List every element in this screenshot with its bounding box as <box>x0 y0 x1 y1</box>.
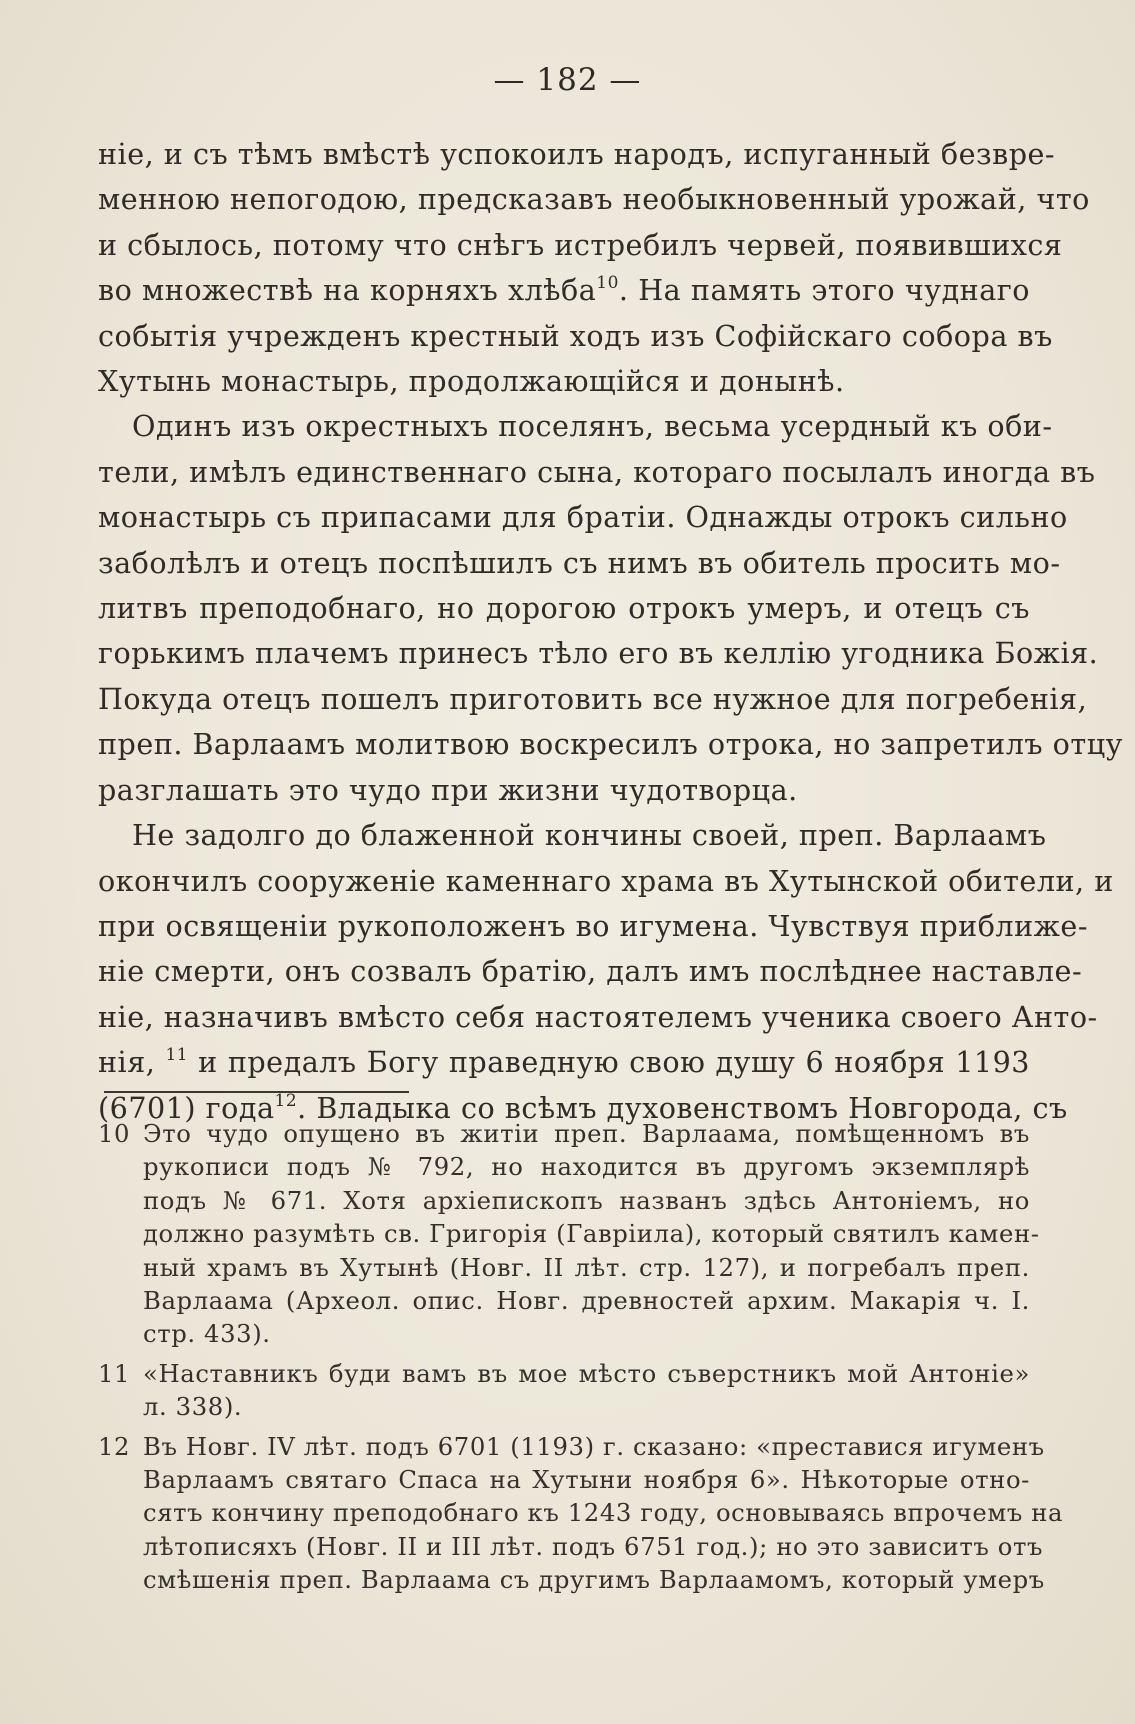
text-line: ніе, назначивъ вмѣсто себя настоятелемъ ученика своего Анто- <box>98 999 1098 1034</box>
footnote-line: «Наставникъ буди вамъ въ мое мѣсто съверстникъ мой Антоніе» <box>143 1358 1030 1388</box>
text-line: менною непогодою, предсказавъ необыкновенный урожай, что <box>98 182 1090 217</box>
footnote-number: 10 <box>98 1119 131 1148</box>
footnotes <box>98 1117 1064 1603</box>
text-line <box>98 1040 1030 1085</box>
text-line: литвъ преподобнаго, но дорогою отрокъ умеръ, и отецъ съ <box>98 591 1030 626</box>
footnote-body <box>143 1117 1040 1351</box>
footnote-line: Въ Новг. IV лѣт. подъ 6701 (1193) г. сказано: «преставися игуменъ <box>143 1431 1045 1461</box>
footnote-11 <box>98 1357 1030 1424</box>
footnote-number: 11 <box>98 1358 131 1388</box>
footnote-line: Варлаама (Археол. опис. Новг. древностей архим. Макарія ч. I. <box>143 1286 1030 1316</box>
footnote-ref-10: 10 <box>596 273 619 294</box>
text-line: ніе, и съ тѣмъ вмѣстѣ успокоилъ народъ, испуганный безвре- <box>98 137 1056 171</box>
footnote-10 <box>98 1117 1040 1351</box>
footnote-body <box>143 1430 1064 1597</box>
paragraph-2 <box>98 404 1123 813</box>
paragraph-1 <box>98 132 1090 404</box>
footnote-ref-12: 12 <box>274 1090 298 1111</box>
text-segment: (6701) года <box>98 1090 275 1125</box>
text-line: горькимъ плачемъ принесъ тѣло его въ келлію угодника Божія. <box>98 636 1099 671</box>
footnote-line: л. 338). <box>143 1392 243 1422</box>
footnote-divider <box>104 1091 409 1093</box>
text-line: окончилъ сооруженіе каменнаго храма въ Хутынской обители, и <box>98 863 1114 898</box>
text-line: монастырь съ припасами для братіи. Однажды отрокъ сильно <box>98 500 1068 535</box>
footnote-ref-11: 11 <box>165 1045 189 1066</box>
main-text <box>98 132 1123 1131</box>
text-line: разглашать это чудо при жизни чудотворца. <box>98 772 798 807</box>
footnote-line: должно разумѣть св. Григорія (Гавріила), который святилъ камен- <box>143 1219 1040 1249</box>
footnote-line: стр. 433). <box>143 1319 271 1349</box>
footnote-line: сятъ кончину преподобнаго къ 1243 году, основываясь впрочемъ на <box>143 1498 1064 1528</box>
footnote-line: рукописи подъ № 792, но находится въ другомъ экземплярѣ <box>143 1152 1030 1182</box>
text-line: Покуда отецъ пошелъ приготовить все нужное для погребенія, <box>98 681 1088 716</box>
text-line: Одинъ изъ окрестныхъ поселянъ, весьма усердный къ оби- <box>132 409 1053 444</box>
text-line: и сбылось, потому что снѣгъ истребилъ червей, появившихся <box>98 227 1063 262</box>
text-line: Хутынь монастырь, продолжающійся и донынѣ. <box>98 364 845 399</box>
text-line: преп. Варлаамъ молитвою воскресилъ отрока, но запретилъ отцу <box>98 727 1123 762</box>
text-line: Не задолго до блаженной кончины своей, преп. Варлаамъ <box>132 818 1047 853</box>
text-segment: и предалъ Богу праведную свою душу 6 ноября 1193 <box>188 1045 1030 1080</box>
text-line: заболѣлъ и отецъ поспѣшилъ съ нимъ въ обитель просить мо- <box>98 545 1061 580</box>
text-line: ніе смерти, онъ созвалъ братію, далъ имъ послѣднее наставле- <box>98 954 1083 989</box>
text-line <box>98 268 1030 313</box>
text-line: при освященіи рукоположенъ во игумена. Чувствуя приближе- <box>98 908 1089 943</box>
footnote-line: Это чудо опущено въ житіи преп. Варлаама, помѣщенномъ въ <box>143 1119 1030 1148</box>
page-number: — 182 — <box>493 62 642 98</box>
footnote-line: ный храмъ въ Хутынѣ (Новг. II лѣт. стр. 127), и погребалъ преп. <box>143 1252 1030 1282</box>
footnote-line: смѣшенія преп. Варлаама съ другимъ Варлаамомъ, который умеръ <box>143 1565 1045 1595</box>
footnote-number: 12 <box>98 1431 131 1461</box>
text-line: тели, имѣлъ единственнаго сына, котораго посылалъ иногда въ <box>98 454 1096 489</box>
footnote-line: Варлаамъ святаго Спаса на Хутыни ноября 6». Нѣкоторые отно- <box>143 1465 1030 1495</box>
footnote-line: лѣтописяхъ (Новг. II и III лѣт. подъ 6751 год.); но это зависитъ отъ <box>143 1531 1044 1561</box>
footnote-line: подъ № 671. Хотя архіепископъ названъ здѣсь Антоніемъ, но <box>143 1185 1030 1215</box>
footnote-body <box>143 1357 1030 1424</box>
footnote-12 <box>98 1430 1064 1597</box>
paragraph-3 <box>98 813 1114 1131</box>
text-line: событія учрежденъ крестный ходъ изъ Софійскаго собора въ <box>98 318 1053 353</box>
text-segment: . Владыка со всѣмъ духовенствомъ Новгорода, съ <box>297 1090 1068 1125</box>
text-segment: . На память этого чуднаго <box>618 273 1030 308</box>
text-segment: нія, <box>98 1045 156 1080</box>
text-segment: во множествѣ на корняхъ хлѣба <box>98 273 597 308</box>
